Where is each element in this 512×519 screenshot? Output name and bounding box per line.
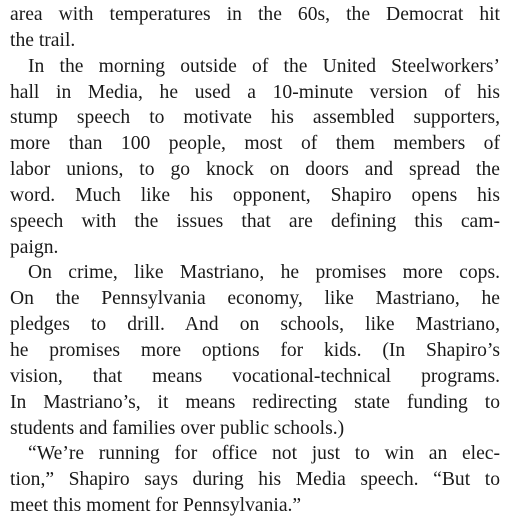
text-line: area with temperatures in the 60s, the Democrat hit [10, 4, 500, 25]
paragraph-1 [10, 2, 500, 54]
text-line: vision, that means vocational-technical programs. [10, 365, 500, 387]
text-line: On crime, like Mastriano, he promises more cops. [28, 262, 500, 284]
paragraph-4 [10, 441, 500, 519]
text-line: In the morning outside of the United Steelworkers’ [28, 55, 500, 77]
text-line: In Mastriano’s, it means redirecting state funding to [10, 391, 500, 413]
text-line: labor unions, to go knock on doors and spread the [10, 159, 500, 181]
article-text [10, 2, 500, 519]
text-line: the trail. [10, 29, 76, 51]
text-line: pledges to drill. And on schools, like Mastriano, [10, 314, 500, 336]
text-line: paign. [10, 236, 59, 258]
paragraph-2 [10, 54, 500, 261]
paragraph-3 [10, 260, 500, 441]
text-line: stump speech to motivate his assembled supporters, [10, 107, 500, 129]
text-line: students and families over public schools.) [10, 417, 345, 439]
text-line: “We’re running for office not just to win an elec- [28, 443, 500, 465]
text-line: speech with the issues that are defining this cam- [10, 210, 500, 232]
text-line: meet this moment for Pennsylvania.” [10, 495, 302, 517]
text-line: On the Pennsylvania economy, like Mastriano, he [10, 288, 500, 310]
text-line: more than 100 people, most of them members of [10, 133, 500, 155]
text-line: hall in Media, he used a 10-minute version of his [10, 81, 500, 103]
text-line: he promises more options for kids. (In Shapiro’s [10, 339, 500, 361]
text-line: tion,” Shapiro says during his Media speech. “But to [10, 469, 500, 491]
text-line: word. Much like his opponent, Shapiro opens his [10, 184, 500, 206]
